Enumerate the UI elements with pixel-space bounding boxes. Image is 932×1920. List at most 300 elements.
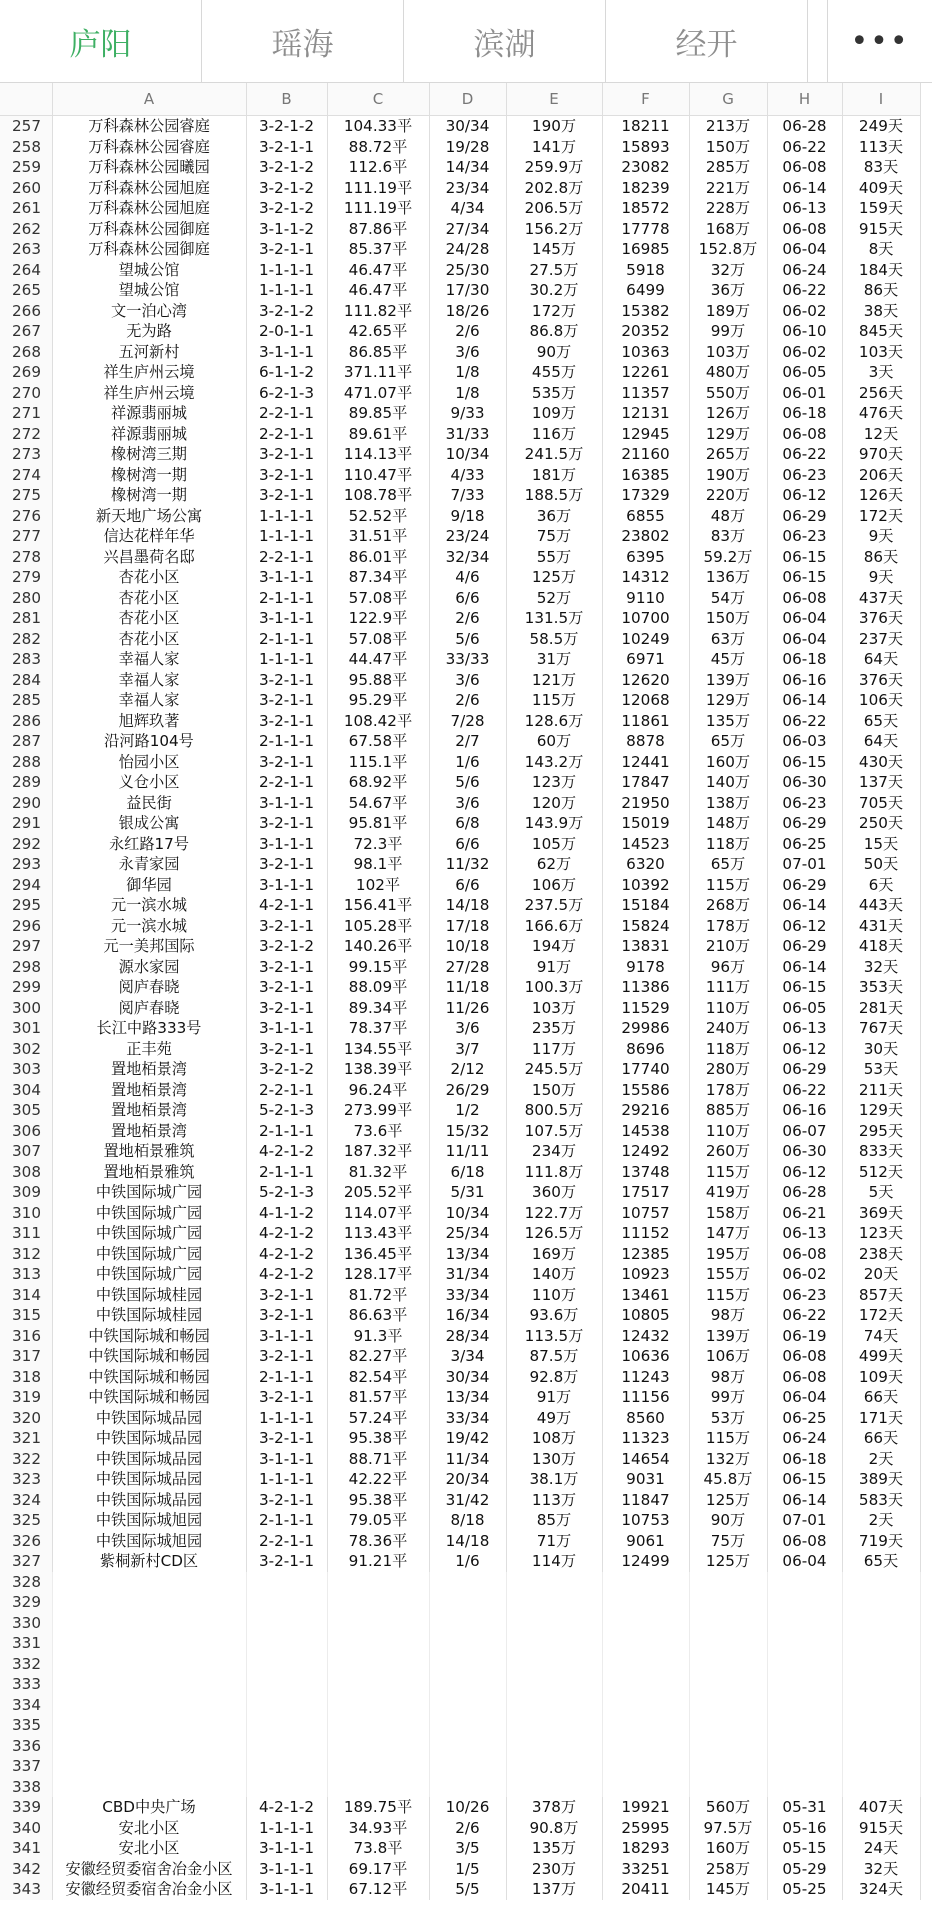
cell-g[interactable]: 53万 — [689, 1408, 767, 1429]
cell-b[interactable]: 2-2-1-1 — [246, 1080, 327, 1101]
cell-b[interactable] — [246, 1715, 327, 1736]
cell-c[interactable]: 95.88平 — [327, 670, 429, 691]
cell-c[interactable]: 88.09平 — [327, 977, 429, 998]
cell-a[interactable]: 安北小区 — [52, 1818, 246, 1839]
cell-d[interactable]: 33/33 — [429, 649, 506, 670]
cell-a[interactable] — [52, 1654, 246, 1675]
cell-f[interactable]: 11386 — [602, 977, 689, 998]
cell-a[interactable]: 万科森林公园御庭 — [52, 239, 246, 260]
cell-e[interactable]: 128.6万 — [506, 711, 602, 732]
cell-d[interactable] — [429, 1674, 506, 1695]
cell-d[interactable]: 4/6 — [429, 567, 506, 588]
cell-f[interactable]: 8560 — [602, 1408, 689, 1429]
cell-d[interactable] — [429, 1756, 506, 1777]
cell-e[interactable] — [506, 1633, 602, 1654]
cell-g[interactable]: 118万 — [689, 834, 767, 855]
cell-h[interactable]: 06-29 — [767, 506, 842, 527]
cell-g[interactable]: 106万 — [689, 1346, 767, 1367]
cell-i[interactable]: 499天 — [842, 1346, 920, 1367]
cell-a[interactable]: 中铁国际城和畅园 — [52, 1326, 246, 1347]
row-number[interactable]: 293 — [0, 854, 52, 875]
cell-i[interactable] — [842, 1654, 920, 1675]
cell-a[interactable] — [52, 1777, 246, 1798]
row-number[interactable]: 271 — [0, 403, 52, 424]
cell-a[interactable]: 永青家园 — [52, 854, 246, 875]
cell-c[interactable]: 95.38平 — [327, 1490, 429, 1511]
row-number[interactable]: 321 — [0, 1428, 52, 1449]
cell-b[interactable]: 2-0-1-1 — [246, 321, 327, 342]
cell-f[interactable]: 12432 — [602, 1326, 689, 1347]
cell-d[interactable]: 13/34 — [429, 1244, 506, 1265]
cell-c[interactable]: 99.15平 — [327, 957, 429, 978]
cell-c[interactable]: 67.12平 — [327, 1879, 429, 1900]
cell-g[interactable]: 118万 — [689, 1039, 767, 1060]
cell-g[interactable]: 150万 — [689, 137, 767, 158]
cell-b[interactable]: 3-2-1-1 — [246, 239, 327, 260]
cell-c[interactable]: 111.82平 — [327, 301, 429, 322]
cell-g[interactable]: 125万 — [689, 1551, 767, 1572]
cell-d[interactable]: 16/34 — [429, 1305, 506, 1326]
cell-a[interactable]: 永红路17号 — [52, 834, 246, 855]
cell-i[interactable] — [842, 1674, 920, 1695]
cell-d[interactable] — [429, 1613, 506, 1634]
cell-h[interactable]: 06-29 — [767, 1059, 842, 1080]
cell-f[interactable]: 18572 — [602, 198, 689, 219]
cell-b[interactable]: 3-1-1-1 — [246, 875, 327, 896]
cell-i[interactable]: 237天 — [842, 629, 920, 650]
cell-e[interactable]: 190万 — [506, 116, 602, 137]
cell-d[interactable]: 5/31 — [429, 1182, 506, 1203]
cell-d[interactable]: 7/33 — [429, 485, 506, 506]
cell-e[interactable]: 237.5万 — [506, 895, 602, 916]
cell-c[interactable]: 136.45平 — [327, 1244, 429, 1265]
cell-f[interactable]: 29216 — [602, 1100, 689, 1121]
cell-a[interactable]: 中铁国际城旭园 — [52, 1531, 246, 1552]
cell-e[interactable]: 194万 — [506, 936, 602, 957]
cell-f[interactable] — [602, 1695, 689, 1716]
cell-c[interactable]: 57.08平 — [327, 588, 429, 609]
cell-f[interactable]: 9110 — [602, 588, 689, 609]
cell-f[interactable]: 23082 — [602, 157, 689, 178]
row-number[interactable]: 313 — [0, 1264, 52, 1285]
cell-a[interactable]: 祥生庐州云境 — [52, 383, 246, 404]
cell-b[interactable]: 3-2-1-1 — [246, 854, 327, 875]
cell-e[interactable] — [506, 1674, 602, 1695]
cell-g[interactable] — [689, 1736, 767, 1757]
cell-d[interactable]: 11/34 — [429, 1449, 506, 1470]
cell-e[interactable]: 58.5万 — [506, 629, 602, 650]
cell-b[interactable]: 1-1-1-1 — [246, 506, 327, 527]
cell-i[interactable]: 9天 — [842, 526, 920, 547]
cell-i[interactable]: 6天 — [842, 875, 920, 896]
cell-a[interactable]: 无为路 — [52, 321, 246, 342]
cell-c[interactable]: 89.85平 — [327, 403, 429, 424]
cell-a[interactable]: 五河新村 — [52, 342, 246, 363]
cell-g[interactable]: 129万 — [689, 690, 767, 711]
cell-i[interactable]: 970天 — [842, 444, 920, 465]
cell-d[interactable]: 14/18 — [429, 1531, 506, 1552]
cell-i[interactable]: 123天 — [842, 1223, 920, 1244]
cell-d[interactable]: 1/5 — [429, 1859, 506, 1880]
cell-f[interactable]: 20352 — [602, 321, 689, 342]
cell-h[interactable]: 06-14 — [767, 957, 842, 978]
cell-d[interactable]: 3/6 — [429, 342, 506, 363]
cell-i[interactable]: 2天 — [842, 1510, 920, 1531]
cell-b[interactable]: 3-2-1-1 — [246, 977, 327, 998]
cell-e[interactable]: 126.5万 — [506, 1223, 602, 1244]
cell-f[interactable]: 18239 — [602, 178, 689, 199]
cell-f[interactable]: 17847 — [602, 772, 689, 793]
cell-h[interactable]: 06-18 — [767, 1449, 842, 1470]
cell-i[interactable]: 369天 — [842, 1203, 920, 1224]
row-number[interactable]: 309 — [0, 1182, 52, 1203]
cell-c[interactable]: 187.32平 — [327, 1141, 429, 1162]
cell-e[interactable]: 120万 — [506, 793, 602, 814]
row-number[interactable]: 292 — [0, 834, 52, 855]
cell-a[interactable]: 阅庐春晓 — [52, 998, 246, 1019]
row-number[interactable]: 333 — [0, 1674, 52, 1695]
row-number[interactable]: 326 — [0, 1531, 52, 1552]
cell-g[interactable]: 139万 — [689, 1326, 767, 1347]
cell-f[interactable]: 10363 — [602, 342, 689, 363]
cell-h[interactable]: 06-03 — [767, 731, 842, 752]
cell-i[interactable]: 38天 — [842, 301, 920, 322]
cell-h[interactable]: 06-24 — [767, 1428, 842, 1449]
cell-h[interactable]: 06-02 — [767, 301, 842, 322]
cell-i[interactable]: 65天 — [842, 711, 920, 732]
cell-d[interactable] — [429, 1592, 506, 1613]
corner-cell[interactable] — [0, 83, 52, 116]
cell-g[interactable]: 99万 — [689, 1387, 767, 1408]
cell-d[interactable]: 11/32 — [429, 854, 506, 875]
cell-i[interactable]: 20天 — [842, 1264, 920, 1285]
row-number[interactable]: 334 — [0, 1695, 52, 1716]
cell-c[interactable]: 111.19平 — [327, 178, 429, 199]
cell-b[interactable]: 4-2-1-2 — [246, 1244, 327, 1265]
cell-f[interactable]: 8878 — [602, 731, 689, 752]
row-number[interactable]: 317 — [0, 1346, 52, 1367]
cell-f[interactable]: 11529 — [602, 998, 689, 1019]
cell-g[interactable]: 132万 — [689, 1449, 767, 1470]
cell-a[interactable]: 元一滨水城 — [52, 916, 246, 937]
cell-f[interactable]: 10700 — [602, 608, 689, 629]
cell-c[interactable]: 89.61平 — [327, 424, 429, 445]
cell-a[interactable]: 中铁国际城和畅园 — [52, 1387, 246, 1408]
cell-c[interactable] — [327, 1572, 429, 1593]
cell-b[interactable]: 3-1-1-1 — [246, 567, 327, 588]
cell-d[interactable]: 13/34 — [429, 1387, 506, 1408]
cell-e[interactable]: 60万 — [506, 731, 602, 752]
cell-c[interactable]: 205.52平 — [327, 1182, 429, 1203]
cell-f[interactable] — [602, 1572, 689, 1593]
cell-f[interactable]: 10249 — [602, 629, 689, 650]
cell-h[interactable]: 06-04 — [767, 608, 842, 629]
cell-h[interactable]: 06-18 — [767, 649, 842, 670]
cell-g[interactable]: 550万 — [689, 383, 767, 404]
cell-g[interactable]: 65万 — [689, 854, 767, 875]
row-number[interactable]: 297 — [0, 936, 52, 957]
cell-h[interactable]: 05-15 — [767, 1838, 842, 1859]
cell-b[interactable]: 6-2-1-3 — [246, 383, 327, 404]
row-number[interactable]: 266 — [0, 301, 52, 322]
cell-e[interactable]: 49万 — [506, 1408, 602, 1429]
cell-a[interactable]: 中铁国际城广园 — [52, 1264, 246, 1285]
cell-g[interactable]: 258万 — [689, 1859, 767, 1880]
cell-f[interactable]: 13461 — [602, 1285, 689, 1306]
cell-c[interactable] — [327, 1777, 429, 1798]
cell-b[interactable]: 4-2-1-2 — [246, 1264, 327, 1285]
cell-i[interactable]: 171天 — [842, 1408, 920, 1429]
cell-c[interactable]: 87.86平 — [327, 219, 429, 240]
cell-g[interactable]: 136万 — [689, 567, 767, 588]
cell-b[interactable]: 3-2-1-2 — [246, 198, 327, 219]
cell-c[interactable]: 54.67平 — [327, 793, 429, 814]
cell-d[interactable]: 19/42 — [429, 1428, 506, 1449]
cell-f[interactable]: 14538 — [602, 1121, 689, 1142]
cell-c[interactable]: 91.21平 — [327, 1551, 429, 1572]
cell-b[interactable]: 2-2-1-1 — [246, 1531, 327, 1552]
cell-h[interactable]: 06-13 — [767, 198, 842, 219]
cell-a[interactable]: 义仓小区 — [52, 772, 246, 793]
cell-a[interactable]: 中铁国际城广园 — [52, 1203, 246, 1224]
row-number[interactable]: 286 — [0, 711, 52, 732]
cell-c[interactable]: 108.42平 — [327, 711, 429, 732]
cell-c[interactable]: 86.01平 — [327, 547, 429, 568]
cell-h[interactable]: 06-15 — [767, 1469, 842, 1490]
cell-h[interactable]: 06-15 — [767, 547, 842, 568]
cell-f[interactable]: 21160 — [602, 444, 689, 465]
cell-a[interactable]: 中铁国际城品园 — [52, 1408, 246, 1429]
cell-g[interactable]: 560万 — [689, 1797, 767, 1818]
cell-a[interactable]: 中铁国际城广园 — [52, 1182, 246, 1203]
cell-g[interactable]: 99万 — [689, 321, 767, 342]
cell-e[interactable]: 108万 — [506, 1428, 602, 1449]
cell-i[interactable]: 512天 — [842, 1162, 920, 1183]
cell-a[interactable]: 置地栢景雅筑 — [52, 1162, 246, 1183]
cell-h[interactable] — [767, 1777, 842, 1798]
cell-f[interactable]: 17778 — [602, 219, 689, 240]
cell-a[interactable] — [52, 1613, 246, 1634]
cell-i[interactable]: 3天 — [842, 362, 920, 383]
cell-g[interactable] — [689, 1572, 767, 1593]
cell-g[interactable]: 36万 — [689, 280, 767, 301]
cell-f[interactable]: 15586 — [602, 1080, 689, 1101]
cell-c[interactable]: 98.1平 — [327, 854, 429, 875]
cell-d[interactable]: 14/34 — [429, 157, 506, 178]
cell-b[interactable] — [246, 1695, 327, 1716]
cell-d[interactable]: 3/6 — [429, 670, 506, 691]
cell-f[interactable]: 9178 — [602, 957, 689, 978]
cell-c[interactable]: 52.52平 — [327, 506, 429, 527]
cell-i[interactable]: 376天 — [842, 670, 920, 691]
cell-g[interactable]: 45.8万 — [689, 1469, 767, 1490]
cell-a[interactable]: 阅庐春晓 — [52, 977, 246, 998]
cell-i[interactable]: 172天 — [842, 1305, 920, 1326]
row-number[interactable]: 343 — [0, 1879, 52, 1900]
cell-b[interactable]: 3-1-1-1 — [246, 1326, 327, 1347]
cell-d[interactable]: 6/18 — [429, 1162, 506, 1183]
cell-c[interactable]: 81.57平 — [327, 1387, 429, 1408]
cell-e[interactable]: 125万 — [506, 567, 602, 588]
cell-d[interactable]: 10/26 — [429, 1797, 506, 1818]
cell-e[interactable]: 75万 — [506, 526, 602, 547]
cell-f[interactable]: 10392 — [602, 875, 689, 896]
cell-e[interactable]: 71万 — [506, 1531, 602, 1552]
cell-h[interactable] — [767, 1756, 842, 1777]
cell-h[interactable]: 06-14 — [767, 1490, 842, 1511]
cell-a[interactable]: 杏花小区 — [52, 567, 246, 588]
cell-f[interactable]: 11152 — [602, 1223, 689, 1244]
cell-i[interactable]: 66天 — [842, 1387, 920, 1408]
cell-a[interactable]: 祥源翡丽城 — [52, 424, 246, 445]
cell-e[interactable]: 150万 — [506, 1080, 602, 1101]
cell-b[interactable]: 6-1-1-2 — [246, 362, 327, 383]
cell-c[interactable]: 138.39平 — [327, 1059, 429, 1080]
cell-b[interactable]: 2-1-1-1 — [246, 588, 327, 609]
cell-d[interactable]: 10/34 — [429, 1203, 506, 1224]
cell-b[interactable]: 1-1-1-1 — [246, 1469, 327, 1490]
cell-g[interactable] — [689, 1695, 767, 1716]
cell-c[interactable]: 81.72平 — [327, 1285, 429, 1306]
cell-c[interactable]: 68.92平 — [327, 772, 429, 793]
cell-d[interactable]: 17/30 — [429, 280, 506, 301]
cell-b[interactable]: 5-2-1-3 — [246, 1100, 327, 1121]
cell-g[interactable]: 148万 — [689, 813, 767, 834]
cell-c[interactable]: 108.78平 — [327, 485, 429, 506]
cell-e[interactable]: 111.8万 — [506, 1162, 602, 1183]
cell-i[interactable]: 65天 — [842, 1551, 920, 1572]
cell-a[interactable]: 杏花小区 — [52, 608, 246, 629]
cell-i[interactable]: 113天 — [842, 137, 920, 158]
cell-h[interactable] — [767, 1695, 842, 1716]
cell-d[interactable]: 23/24 — [429, 526, 506, 547]
cell-e[interactable]: 91万 — [506, 1387, 602, 1408]
row-number[interactable]: 265 — [0, 280, 52, 301]
cell-f[interactable]: 11156 — [602, 1387, 689, 1408]
cell-d[interactable]: 27/34 — [429, 219, 506, 240]
cell-i[interactable]: 705天 — [842, 793, 920, 814]
cell-g[interactable]: 97.5万 — [689, 1818, 767, 1839]
cell-f[interactable]: 12945 — [602, 424, 689, 445]
cell-f[interactable]: 17740 — [602, 1059, 689, 1080]
cell-d[interactable]: 1/6 — [429, 1551, 506, 1572]
cell-i[interactable]: 184天 — [842, 260, 920, 281]
cell-d[interactable]: 31/42 — [429, 1490, 506, 1511]
cell-f[interactable]: 10757 — [602, 1203, 689, 1224]
cell-e[interactable]: 105万 — [506, 834, 602, 855]
cell-b[interactable]: 4-2-1-1 — [246, 895, 327, 916]
cell-i[interactable]: 281天 — [842, 998, 920, 1019]
cell-i[interactable] — [842, 1756, 920, 1777]
cell-a[interactable]: 祥源翡丽城 — [52, 403, 246, 424]
cell-c[interactable]: 156.41平 — [327, 895, 429, 916]
row-number[interactable]: 260 — [0, 178, 52, 199]
cell-g[interactable]: 126万 — [689, 403, 767, 424]
cell-g[interactable]: 139万 — [689, 670, 767, 691]
cell-a[interactable]: 万科森林公园御庭 — [52, 219, 246, 240]
cell-i[interactable]: 418天 — [842, 936, 920, 957]
cell-f[interactable]: 29986 — [602, 1018, 689, 1039]
cell-b[interactable]: 4-2-1-2 — [246, 1141, 327, 1162]
cell-f[interactable]: 18293 — [602, 1838, 689, 1859]
cell-a[interactable]: 新天地广场公寓 — [52, 506, 246, 527]
cell-b[interactable]: 3-2-1-1 — [246, 916, 327, 937]
cell-g[interactable]: 90万 — [689, 1510, 767, 1531]
row-number[interactable]: 272 — [0, 424, 52, 445]
cell-f[interactable]: 12492 — [602, 1141, 689, 1162]
cell-i[interactable]: 83天 — [842, 157, 920, 178]
cell-f[interactable]: 14312 — [602, 567, 689, 588]
cell-c[interactable]: 96.24平 — [327, 1080, 429, 1101]
cell-a[interactable]: 万科森林公园曦园 — [52, 157, 246, 178]
cell-f[interactable]: 12499 — [602, 1551, 689, 1572]
cell-g[interactable]: 135万 — [689, 711, 767, 732]
cell-d[interactable]: 28/34 — [429, 1326, 506, 1347]
cell-i[interactable]: 437天 — [842, 588, 920, 609]
cell-h[interactable]: 06-02 — [767, 342, 842, 363]
cell-g[interactable]: 280万 — [689, 1059, 767, 1080]
cell-c[interactable]: 69.17平 — [327, 1859, 429, 1880]
cell-f[interactable]: 17517 — [602, 1182, 689, 1203]
cell-e[interactable] — [506, 1756, 602, 1777]
cell-a[interactable]: 沿河路104号 — [52, 731, 246, 752]
cell-i[interactable]: 32天 — [842, 1859, 920, 1880]
cell-h[interactable]: 06-05 — [767, 998, 842, 1019]
cell-e[interactable]: 87.5万 — [506, 1346, 602, 1367]
cell-a[interactable]: 幸福人家 — [52, 690, 246, 711]
cell-d[interactable]: 2/6 — [429, 690, 506, 711]
more-icon[interactable]: ••• — [850, 23, 910, 59]
cell-b[interactable] — [246, 1633, 327, 1654]
cell-i[interactable]: 256天 — [842, 383, 920, 404]
cell-g[interactable]: 195万 — [689, 1244, 767, 1265]
cell-g[interactable]: 160万 — [689, 1838, 767, 1859]
cell-d[interactable]: 8/18 — [429, 1510, 506, 1531]
cell-g[interactable]: 110万 — [689, 998, 767, 1019]
cell-i[interactable]: 249天 — [842, 116, 920, 137]
row-number[interactable]: 320 — [0, 1408, 52, 1429]
cell-h[interactable]: 06-23 — [767, 526, 842, 547]
cell-d[interactable]: 4/33 — [429, 465, 506, 486]
row-number[interactable]: 276 — [0, 506, 52, 527]
cell-b[interactable]: 3-1-1-1 — [246, 608, 327, 629]
cell-i[interactable]: 12天 — [842, 424, 920, 445]
cell-b[interactable]: 3-2-1-1 — [246, 690, 327, 711]
row-number[interactable]: 329 — [0, 1592, 52, 1613]
cell-a[interactable] — [52, 1736, 246, 1757]
row-number[interactable]: 294 — [0, 875, 52, 896]
cell-b[interactable]: 3-1-1-1 — [246, 1838, 327, 1859]
cell-c[interactable]: 42.22平 — [327, 1469, 429, 1490]
row-number[interactable]: 341 — [0, 1838, 52, 1859]
cell-h[interactable] — [767, 1654, 842, 1675]
cell-e[interactable]: 156.2万 — [506, 219, 602, 240]
cell-h[interactable]: 06-21 — [767, 1203, 842, 1224]
cell-b[interactable]: 3-2-1-1 — [246, 1346, 327, 1367]
cell-h[interactable]: 06-14 — [767, 178, 842, 199]
cell-e[interactable]: 93.6万 — [506, 1305, 602, 1326]
cell-e[interactable]: 31万 — [506, 649, 602, 670]
cell-b[interactable]: 5-2-1-3 — [246, 1182, 327, 1203]
cell-i[interactable]: 64天 — [842, 649, 920, 670]
cell-f[interactable] — [602, 1654, 689, 1675]
cell-h[interactable]: 06-12 — [767, 1039, 842, 1060]
cell-c[interactable]: 73.6平 — [327, 1121, 429, 1142]
cell-b[interactable] — [246, 1777, 327, 1798]
cell-h[interactable]: 06-22 — [767, 1305, 842, 1326]
cell-h[interactable]: 05-29 — [767, 1859, 842, 1880]
cell-f[interactable]: 13748 — [602, 1162, 689, 1183]
